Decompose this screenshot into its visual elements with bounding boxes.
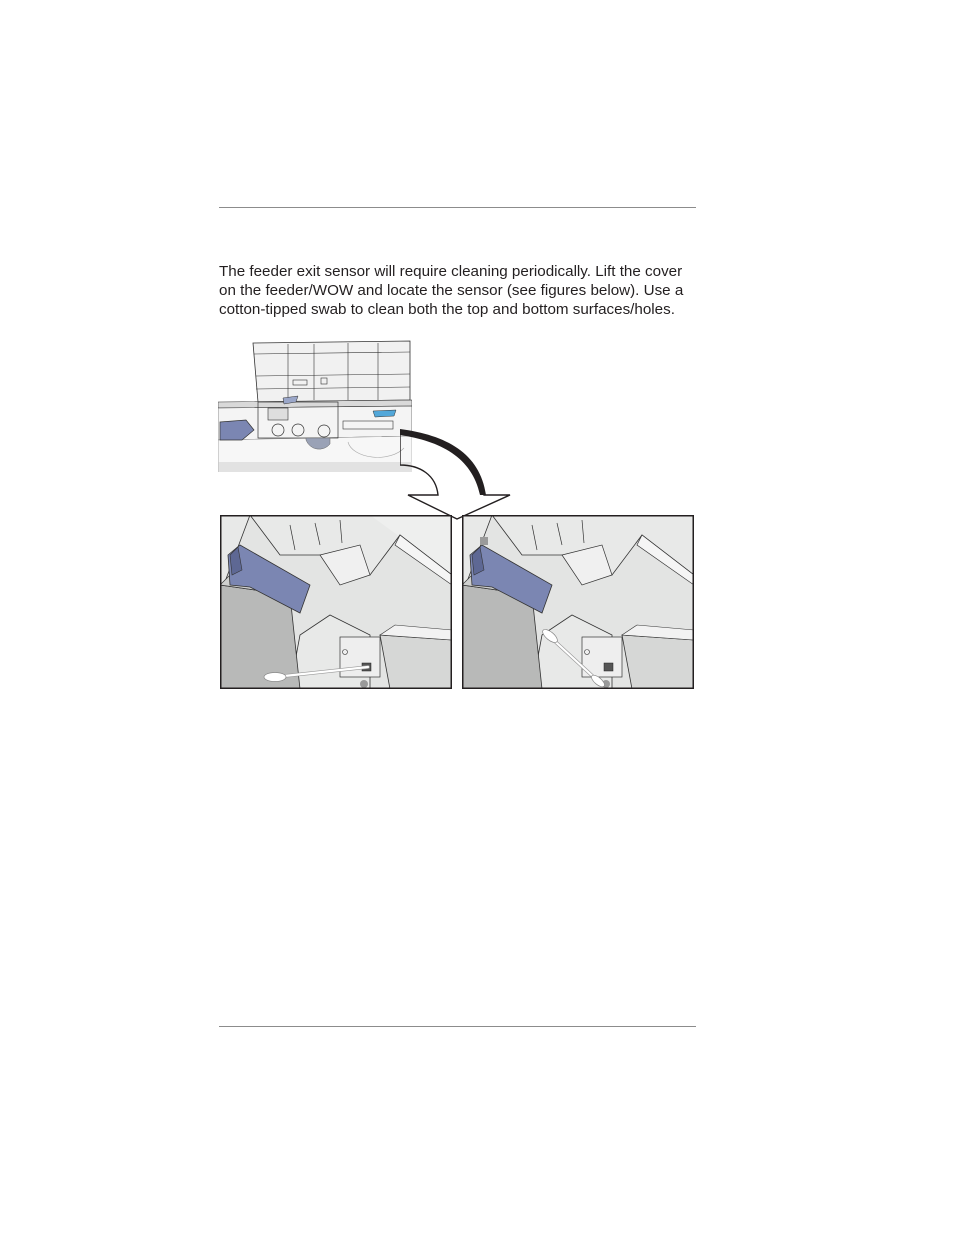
- top-divider: [219, 207, 696, 208]
- instruction-line: The feeder exit sensor will require cleaning periodically. Lift the cover: [219, 263, 683, 280]
- detail-panel-top-surface: [220, 515, 452, 689]
- swab-cleaning-top-surface-illustration: [220, 515, 452, 689]
- instruction-line: on the feeder/WOW and locate the sensor (see figures below). Use a: [219, 282, 684, 299]
- feeder-overview-illustration: [218, 338, 412, 472]
- curved-down-arrow-icon: [400, 425, 515, 520]
- instruction-line: cotton-tipped swab to clean both the top and bottom surfaces/holes.: [219, 301, 675, 318]
- detail-panel-bottom-surface: [462, 515, 694, 689]
- instruction-paragraph: [219, 262, 699, 319]
- swab-cleaning-bottom-surface-illustration: [462, 515, 694, 689]
- bottom-divider: [219, 1026, 696, 1027]
